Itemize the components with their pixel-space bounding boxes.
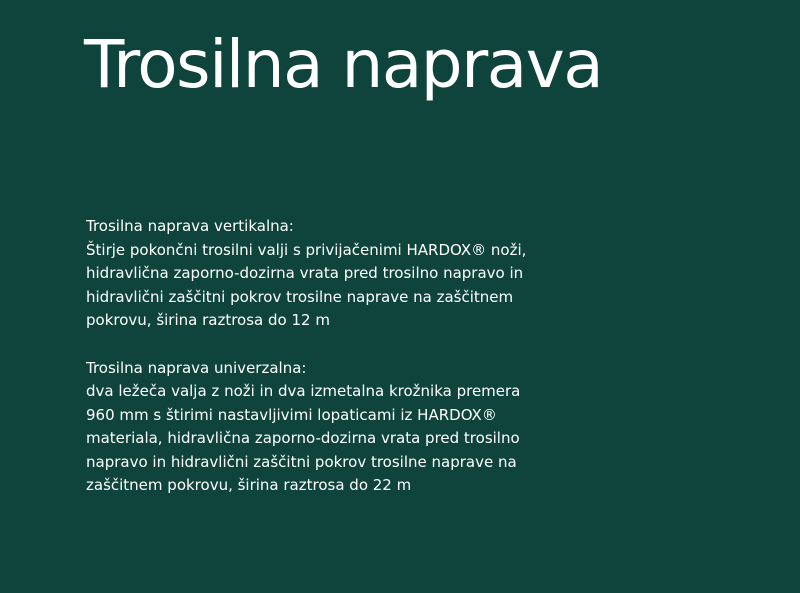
body-text-line: 960 mm s štirimi nastavljivimi lopaticami iz HARDOX®: [86, 405, 497, 424]
page-title: Trosilna naprava: [84, 26, 603, 103]
body-text-line: napravo in hidravlični zaščitni pokrov trosilne naprave na: [86, 452, 517, 471]
section-heading-universal: Trosilna naprava univerzalna:: [86, 358, 307, 377]
body-text-line: zaščitnem pokrovu, širina raztrosa do 22 m: [86, 476, 412, 494]
section-heading-vertical: Trosilna naprava vertikalna:: [86, 217, 294, 235]
body-text-line: Štirje pokončni trosilni valji s privijačenimi HARDOX® noži,: [86, 240, 527, 259]
body-text-line: hidravlični zaščitni pokrov trosilne naprave na zaščitnem: [86, 287, 514, 306]
section-universal: [86, 357, 606, 498]
body-text-line: materiala, hidravlična zaporno-dozirna vrata pred trosilno: [86, 429, 520, 447]
body-text-line: hidravlična zaporno-dozirna vrata pred trosilno napravo in: [86, 264, 524, 282]
body-text-line: pokrovu, širina raztrosa do 12 m: [86, 311, 330, 329]
section-vertical: [86, 215, 606, 333]
content: [86, 215, 606, 522]
body-text-line: dva ležeča valja z noži in dva izmetalna krožnika premera: [86, 382, 521, 400]
